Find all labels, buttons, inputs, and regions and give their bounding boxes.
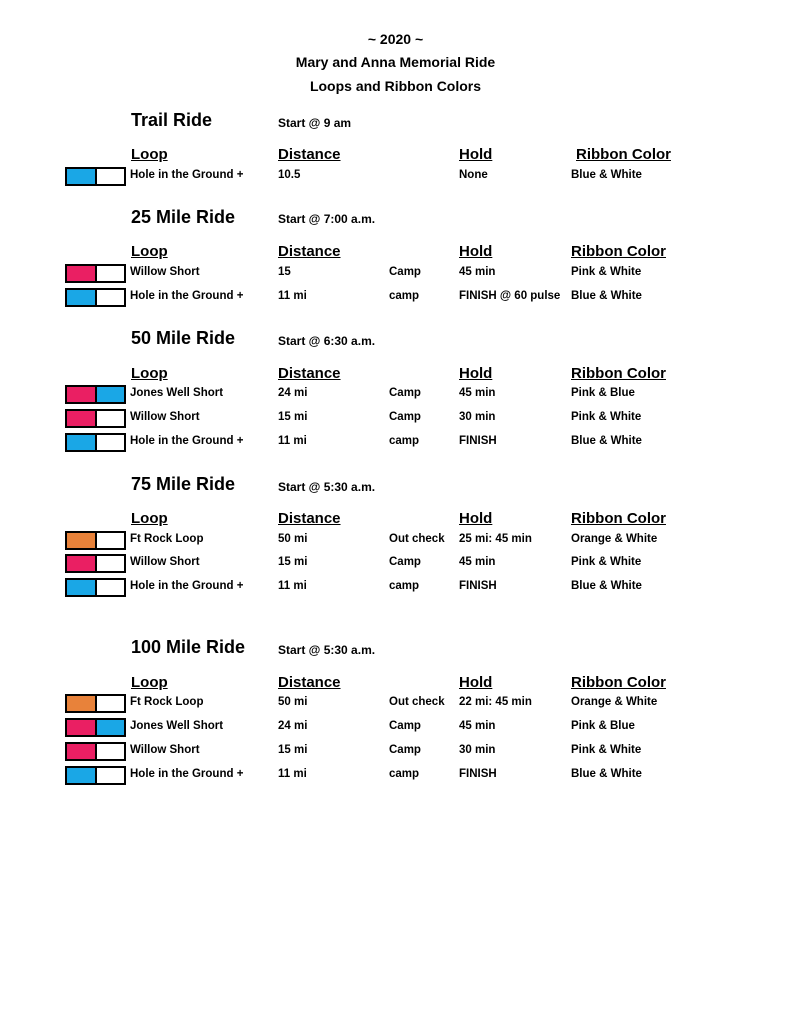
- column-header-loop: Loop: [131, 146, 168, 163]
- loop-distance: 10.5: [278, 169, 301, 181]
- loop-name: Hole in the Ground +: [130, 768, 244, 780]
- ribbon-swatch: [65, 554, 126, 573]
- loop-ribbon-color: Orange & White: [571, 533, 658, 545]
- loop-location: Camp: [389, 556, 421, 568]
- loop-ribbon-color: Blue & White: [571, 580, 642, 592]
- ribbon-swatch: [65, 409, 126, 428]
- ribbon-swatch: [65, 385, 126, 404]
- loop-location: camp: [389, 435, 420, 447]
- loop-hold: 30 min: [459, 744, 496, 756]
- ribbon-swatch: [65, 694, 126, 713]
- section-title: 25 Mile Ride: [131, 207, 236, 227]
- column-header-ribbon-color: Ribbon Color: [571, 365, 666, 382]
- ribbon-swatch-right: [97, 387, 125, 402]
- ribbon-swatch-left: [67, 290, 97, 305]
- loop-ribbon-color: Pink & White: [571, 744, 642, 756]
- section-start-time: Start @ 9 am: [278, 116, 352, 130]
- loop-ribbon-color: Pink & White: [571, 411, 642, 423]
- ribbon-swatch: [65, 718, 126, 737]
- document-title: Mary and Anna Memorial Ride: [295, 54, 496, 70]
- loop-distance: 24 mi: [278, 387, 308, 399]
- loop-ribbon-color: Pink & Blue: [571, 720, 635, 732]
- ribbon-swatch: [65, 288, 126, 307]
- loop-distance: 15 mi: [278, 744, 308, 756]
- loop-name: Hole in the Ground +: [130, 169, 244, 181]
- loop-location: camp: [389, 580, 420, 592]
- ribbon-swatch-left: [67, 169, 97, 184]
- loop-hold: FINISH: [459, 435, 497, 447]
- ribbon-swatch-right: [97, 411, 125, 426]
- loop-ribbon-color: Blue & White: [571, 290, 642, 302]
- loop-distance: 11 mi: [278, 580, 307, 592]
- column-header-loop: Loop: [131, 674, 168, 691]
- column-header-hold: Hold: [459, 365, 493, 382]
- section-title: 100 Mile Ride: [131, 637, 246, 657]
- ribbon-swatch-left: [67, 533, 97, 548]
- ribbon-swatch-right: [97, 768, 125, 783]
- column-header-hold: Hold: [459, 674, 493, 691]
- loop-ribbon-color: Orange & White: [571, 696, 658, 708]
- ribbon-swatch: [65, 742, 126, 761]
- loop-name: Jones Well Short: [130, 720, 224, 732]
- loop-distance: 11 mi: [278, 290, 307, 302]
- ribbon-swatch-right: [97, 533, 125, 548]
- ribbon-swatch-left: [67, 556, 97, 571]
- loop-distance: 11 mi: [278, 768, 307, 780]
- loop-hold: 45 min: [459, 556, 496, 568]
- ribbon-swatch-right: [97, 556, 125, 571]
- loop-distance: 11 mi: [278, 435, 307, 447]
- column-header-distance: Distance: [278, 674, 341, 691]
- column-header-ribbon-color: Ribbon Color: [571, 674, 666, 691]
- loop-name: Ft Rock Loop: [130, 696, 204, 708]
- section-title: 75 Mile Ride: [131, 474, 236, 494]
- ribbon-swatch: [65, 531, 126, 550]
- loop-distance: 15 mi: [278, 556, 308, 568]
- loop-name: Hole in the Ground +: [130, 580, 244, 592]
- column-header-distance: Distance: [278, 146, 341, 163]
- loop-location: Camp: [389, 744, 421, 756]
- loop-ribbon-color: Blue & White: [571, 435, 642, 447]
- column-header-loop: Loop: [131, 243, 168, 260]
- loop-distance: 50 mi: [278, 696, 308, 708]
- document-year: ~ 2020 ~: [367, 31, 424, 47]
- section-start-time: Start @ 5:30 a.m.: [278, 643, 376, 657]
- loop-hold: 25 mi: 45 min: [459, 533, 532, 545]
- ribbon-swatch-left: [67, 696, 97, 711]
- loop-hold: FINISH: [459, 580, 497, 592]
- loop-distance: 15: [278, 266, 291, 278]
- loop-name: Hole in the Ground +: [130, 290, 244, 302]
- column-header-ribbon-color: Ribbon Color: [571, 243, 666, 260]
- loop-ribbon-color: Pink & Blue: [571, 387, 635, 399]
- loop-hold: 45 min: [459, 720, 496, 732]
- column-header-loop: Loop: [131, 510, 168, 527]
- loop-name: Willow Short: [130, 744, 200, 756]
- ribbon-swatch-right: [97, 696, 125, 711]
- ribbon-swatch-right: [97, 266, 125, 281]
- loop-name: Hole in the Ground +: [130, 435, 244, 447]
- loop-location: Out check: [389, 696, 445, 708]
- loop-ribbon-color: Blue & White: [571, 169, 642, 181]
- ribbon-swatch-left: [67, 266, 97, 281]
- ribbon-swatch: [65, 167, 126, 186]
- column-header-distance: Distance: [278, 365, 341, 382]
- loop-distance: 15 mi: [278, 411, 308, 423]
- ribbon-swatch-left: [67, 411, 97, 426]
- ribbon-swatch-right: [97, 580, 125, 595]
- column-header-distance: Distance: [278, 243, 341, 260]
- column-header-hold: Hold: [459, 243, 493, 260]
- ribbon-swatch: [65, 433, 126, 452]
- column-header-hold: Hold: [459, 146, 493, 163]
- loop-hold: 45 min: [459, 266, 496, 278]
- document-subtitle: Loops and Ribbon Colors: [309, 78, 482, 94]
- section-title: 50 Mile Ride: [131, 328, 236, 348]
- loop-name: Willow Short: [130, 266, 200, 278]
- loop-distance: 24 mi: [278, 720, 308, 732]
- loop-distance: 50 mi: [278, 533, 308, 545]
- section-title: Trail Ride: [131, 110, 213, 130]
- ribbon-swatch-left: [67, 768, 97, 783]
- ribbon-swatch-right: [97, 744, 125, 759]
- ribbon-swatch-right: [97, 435, 125, 450]
- ribbon-swatch: [65, 264, 126, 283]
- loop-name: Willow Short: [130, 556, 200, 568]
- loop-hold: 30 min: [459, 411, 496, 423]
- ribbon-swatch: [65, 766, 126, 785]
- ribbon-swatch-left: [67, 720, 97, 735]
- column-header-loop: Loop: [131, 365, 168, 382]
- loop-location: Camp: [389, 720, 421, 732]
- ribbon-swatch-left: [67, 744, 97, 759]
- section-start-time: Start @ 6:30 a.m.: [278, 334, 376, 348]
- ribbon-swatch-right: [97, 169, 125, 184]
- loop-name: Jones Well Short: [130, 387, 224, 399]
- loop-location: Out check: [389, 533, 445, 545]
- ribbon-swatch-right: [97, 290, 125, 305]
- ribbon-swatch-left: [67, 387, 97, 402]
- loop-ribbon-color: Pink & White: [571, 266, 642, 278]
- ribbon-swatch-left: [67, 435, 97, 450]
- loop-hold: 22 mi: 45 min: [459, 696, 532, 708]
- loop-ribbon-color: Pink & White: [571, 556, 642, 568]
- loop-ribbon-color: Blue & White: [571, 768, 642, 780]
- loop-location: Camp: [389, 266, 421, 278]
- loop-hold: FINISH @ 60 pulse: [459, 290, 561, 302]
- loop-hold: None: [459, 169, 488, 181]
- ribbon-swatch: [65, 578, 126, 597]
- loop-location: camp: [389, 290, 420, 302]
- loop-location: Camp: [389, 387, 421, 399]
- ribbon-swatch-right: [97, 720, 125, 735]
- section-start-time: Start @ 5:30 a.m.: [278, 480, 376, 494]
- column-header-hold: Hold: [459, 510, 493, 527]
- loop-location: Camp: [389, 411, 421, 423]
- loop-hold: FINISH: [459, 768, 497, 780]
- loop-hold: 45 min: [459, 387, 496, 399]
- column-header-distance: Distance: [278, 510, 341, 527]
- loop-name: Ft Rock Loop: [130, 533, 204, 545]
- loop-location: camp: [389, 768, 420, 780]
- ribbon-swatch-left: [67, 580, 97, 595]
- loop-name: Willow Short: [130, 411, 200, 423]
- column-header-ribbon-color: Ribbon Color: [571, 510, 666, 527]
- column-header-ribbon-color: Ribbon Color: [576, 146, 671, 163]
- section-start-time: Start @ 7:00 a.m.: [278, 212, 376, 226]
